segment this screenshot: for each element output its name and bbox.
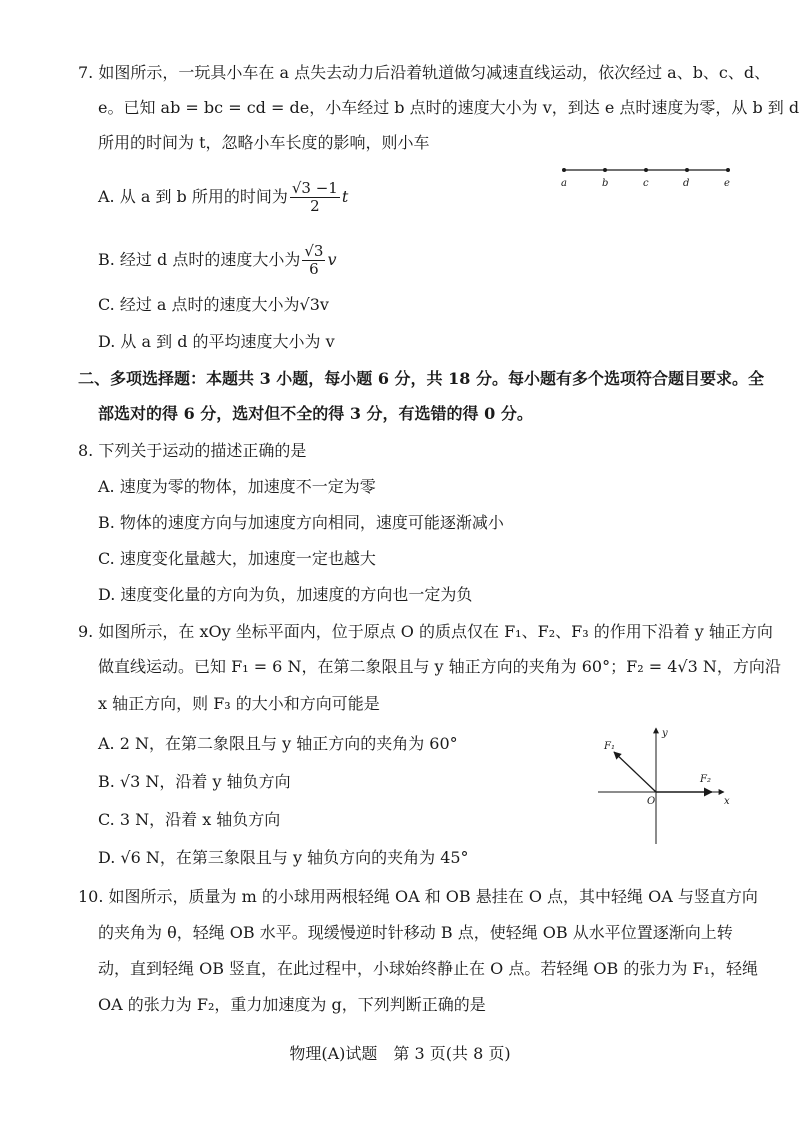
q9-option-a: A. 2 N，在第二象限且与 y 轴正方向的夹角为 60° [98, 734, 458, 753]
q9-stem-line2: 做直线运动。已知 F₁ = 6 N，在第二象限且与 y 轴正方向的夹角为 60°；F₂ = 4√3 N，方向沿 [98, 657, 781, 676]
q7-stem-line2: e。已知 ab = bc = cd = de，小车经过 b 点时的速度大小为 v，到达 e 点时速度为零，从 b 到 d [98, 98, 800, 117]
q9-force-diagram [594, 724, 734, 846]
q7-option-c: C. 经过 a 点时的速度大小为√3v [98, 295, 329, 314]
q8-option-a: A. 速度为零的物体，加速度不一定为零 [98, 477, 376, 496]
q8-option-d: D. 速度变化量的方向为负，加速度的方向也一定为负 [98, 585, 473, 604]
point-c-dot [644, 168, 648, 172]
q9-option-b: B. √3 N，沿着 y 轴负方向 [98, 772, 291, 791]
q8-option-c: C. 速度变化量越大，加速度一定也越大 [98, 549, 376, 568]
q10-stem-line1: 10. 如图所示，质量为 m 的小球用两根轻绳 OA 和 OB 悬挂在 O 点，其中轻绳 OA 与竖直方向 [78, 887, 758, 906]
section2-heading-line2: 部选对的得 6 分，选对但不全的得 3 分，有选错的得 0 分。 [98, 404, 533, 423]
q9-stem-line1: 9. 如图所示，在 xOy 坐标平面内，位于原点 O 的质点仅在 F₁、F₂、F₃ 的作用下沿着 y 轴正方向 [78, 622, 773, 641]
f1-label: F₁ [604, 741, 615, 752]
point-c-label: c [643, 178, 649, 189]
q9-option-c: C. 3 N，沿着 x 轴负方向 [98, 810, 281, 829]
x-axis-label: x [724, 796, 730, 807]
point-d-label: d [683, 178, 690, 189]
q7-option-d: D. 从 a 到 d 的平均速度大小为 v [98, 332, 335, 351]
q7-option-a-fraction: $\frac{√3 -1}{2}$ [291, 179, 338, 215]
page-footer: 物理(A)试题 第 3 页(共 8 页) [289, 1044, 511, 1063]
point-a-label: a [561, 178, 567, 189]
q7-option-b-text: B. 经过 d 点时的速度大小为 [98, 250, 301, 269]
y-axis-label: y [662, 728, 668, 739]
point-e-dot [726, 168, 730, 172]
q10-stem-line2: 的夹角为 θ，轻绳 OB 水平。现缓慢逆时针移动 B 点，使轻绳 OB 从水平位置逐渐向上转 [98, 923, 733, 942]
origin-label: O [647, 796, 656, 807]
point-d-dot [685, 168, 689, 172]
q7-option-a-text: A. 从 a 到 b 所用的时间为 [98, 187, 288, 206]
q9-stem-line3: x 轴正方向，则 F₃ 的大小和方向可能是 [98, 694, 380, 713]
q7-option-a: A. 从 a 到 b 所用的时间为 $\frac{√3 -1}{2}$ t [98, 179, 349, 215]
q10-stem-line3: 动，直到轻绳 OB 竖直，在此过程中，小球始终静止在 O 点。若轻绳 OB 的张力为 F₁，轻绳 [98, 959, 758, 978]
point-b-label: b [602, 178, 609, 189]
point-b-dot [603, 168, 607, 172]
q7-stem-line3: 所用的时间为 t，忽略小车长度的影响，则小车 [98, 133, 430, 152]
f2-label: F₂ [700, 774, 711, 785]
q8-option-b: B. 物体的速度方向与加速度方向相同，速度可能逐渐减小 [98, 513, 504, 532]
q7-track-diagram [556, 162, 736, 192]
point-e-label: e [724, 178, 730, 189]
q8-stem: 8. 下列关于运动的描述正确的是 [78, 441, 307, 460]
q7-option-b: B. 经过 d 点时的速度大小为 $\frac{√3}{6}$ v [98, 242, 337, 278]
q10-stem-line4: OA 的张力为 F₂，重力加速度为 g，下列判断正确的是 [98, 995, 486, 1014]
point-a-dot [562, 168, 566, 172]
f1-vector [614, 752, 656, 792]
section2-heading-line1: 二、多项选择题：本题共 3 小题，每小题 6 分，共 18 分。每小题有多个选项符合题目要求。全 [78, 369, 764, 388]
q7-option-b-fraction: $\frac{√3}{6}$ [304, 242, 324, 278]
q7-stem-line1: 7. 如图所示，一玩具小车在 a 点失去动力后沿着轨道做匀减速直线运动，依次经过 a、b、c、d、 [78, 63, 771, 82]
q9-option-d: D. √6 N，在第三象限且与 y 轴负方向的夹角为 45° [98, 848, 469, 867]
